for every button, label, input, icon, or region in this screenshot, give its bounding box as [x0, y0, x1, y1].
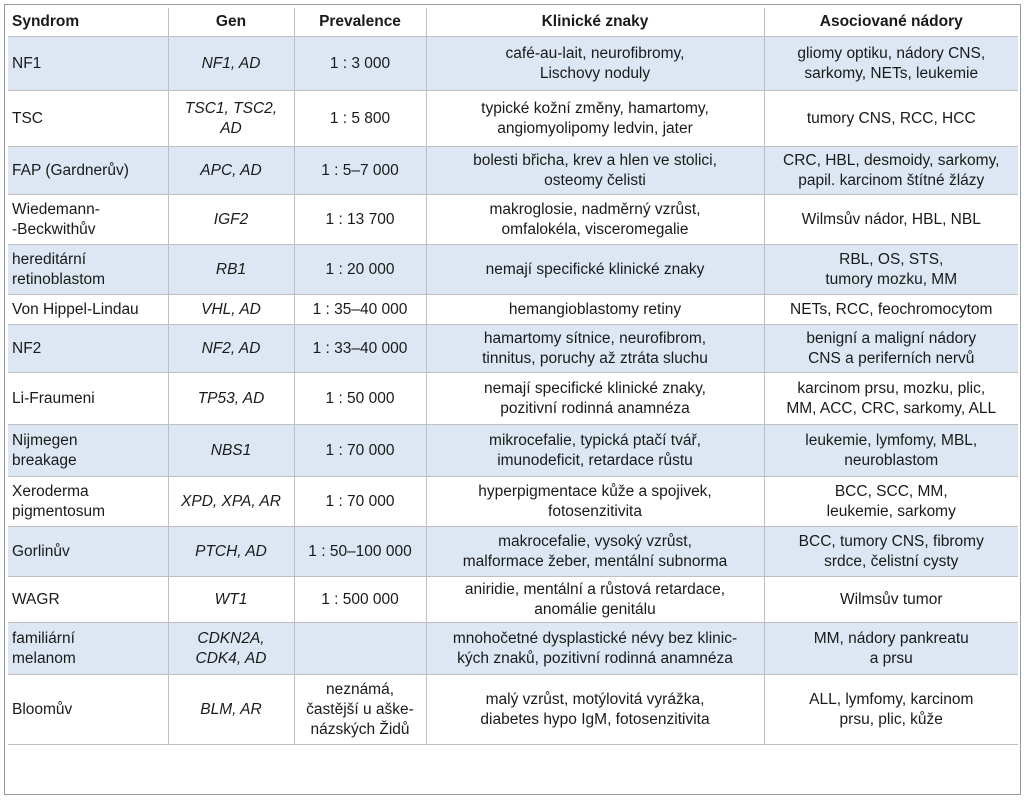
table-row [8, 37, 1018, 91]
table-row [8, 477, 1018, 527]
cell-klinicke-znaky: bolesti břicha, krev a hlen ve stolici, osteomy čelisti [426, 147, 764, 195]
cell-asociovane-nadory: Wilmsův tumor [764, 577, 1018, 623]
table-row [8, 147, 1018, 195]
cell-prevalence: 1 : 35–40 000 [294, 295, 426, 325]
cell-prevalence: 1 : 3 000 [294, 37, 426, 91]
cell-klinicke-znaky: nemají specifické klinické znaky [426, 245, 764, 295]
cell-prevalence: 1 : 5 800 [294, 91, 426, 147]
cell-prevalence: 1 : 33–40 000 [294, 325, 426, 373]
table-row [8, 675, 1018, 745]
header-asociovane-nadory: Asociované nádory [764, 8, 1018, 37]
table-row [8, 325, 1018, 373]
cell-klinicke-znaky: mnohočetné dysplastické névy bez klinic- kých znaků, pozitivní rodinná anamnéza [426, 623, 764, 675]
cell-klinicke-znaky: malý vzrůst, motýlovitá vyrážka, diabetes hypo IgM, fotosenzitivita [426, 675, 764, 745]
cell-gen: VHL, AD [168, 295, 294, 325]
cell-gen: XPD, XPA, AR [168, 477, 294, 527]
cell-gen: TSC1, TSC2, AD [168, 91, 294, 147]
table-row [8, 373, 1018, 425]
cell-gen: BLM, AR [168, 675, 294, 745]
cell-gen: TP53, AD [168, 373, 294, 425]
cell-syndrom: familiární melanom [8, 623, 168, 675]
cell-gen: NF1, AD [168, 37, 294, 91]
cell-syndrom: Bloomův [8, 675, 168, 745]
cell-asociovane-nadory: NETs, RCC, feochromocytom [764, 295, 1018, 325]
cell-prevalence: 1 : 70 000 [294, 477, 426, 527]
syndrome-table [8, 8, 1018, 745]
cell-klinicke-znaky: mikrocefalie, typická ptačí tvář, imunodeficit, retardace růstu [426, 425, 764, 477]
cell-gen: NBS1 [168, 425, 294, 477]
cell-syndrom: FAP (Gardnerův) [8, 147, 168, 195]
cell-syndrom: TSC [8, 91, 168, 147]
cell-gen: APC, AD [168, 147, 294, 195]
cell-klinicke-znaky: hemangioblastomy retiny [426, 295, 764, 325]
cell-syndrom: Wiedemann- -Beckwithův [8, 195, 168, 245]
cell-syndrom: WAGR [8, 577, 168, 623]
table-header [8, 8, 1018, 37]
cell-prevalence: 1 : 13 700 [294, 195, 426, 245]
cell-klinicke-znaky: makroglosie, nadměrný vzrůst, omfalokéla, visceromegalie [426, 195, 764, 245]
table-body [8, 37, 1018, 745]
table-row [8, 425, 1018, 477]
cell-syndrom: Nijmegen breakage [8, 425, 168, 477]
cell-klinicke-znaky: café-au-lait, neurofibromy, Lischovy noduly [426, 37, 764, 91]
cell-asociovane-nadory: benigní a maligní nádory CNS a periferních nervů [764, 325, 1018, 373]
cell-asociovane-nadory: CRC, HBL, desmoidy, sarkomy, papil. karcinom štítné žlázy [764, 147, 1018, 195]
cell-klinicke-znaky: nemají specifické klinické znaky, pozitivní rodinná anamnéza [426, 373, 764, 425]
table-row [8, 245, 1018, 295]
cell-prevalence: 1 : 50–100 000 [294, 527, 426, 577]
cell-syndrom: NF2 [8, 325, 168, 373]
cell-gen: CDKN2A, CDK4, AD [168, 623, 294, 675]
cell-prevalence: neznámá, častější u aške- názských Židů [294, 675, 426, 745]
table-row [8, 91, 1018, 147]
cell-gen: WT1 [168, 577, 294, 623]
cell-klinicke-znaky: makrocefalie, vysoký vzrůst, malformace žeber, mentální subnorma [426, 527, 764, 577]
table-row [8, 623, 1018, 675]
header-prevalence: Prevalence [294, 8, 426, 37]
cell-asociovane-nadory: leukemie, lymfomy, MBL, neuroblastom [764, 425, 1018, 477]
cell-gen: NF2, AD [168, 325, 294, 373]
cell-syndrom: NF1 [8, 37, 168, 91]
cell-klinicke-znaky: typické kožní změny, hamartomy, angiomyolipomy ledvin, jater [426, 91, 764, 147]
cell-prevalence: 1 : 5–7 000 [294, 147, 426, 195]
cell-asociovane-nadory: ALL, lymfomy, karcinom prsu, plic, kůže [764, 675, 1018, 745]
header-gen: Gen [168, 8, 294, 37]
cell-asociovane-nadory: BCC, tumory CNS, fibromy srdce, čelistní cysty [764, 527, 1018, 577]
cell-asociovane-nadory: Wilmsův nádor, HBL, NBL [764, 195, 1018, 245]
cell-prevalence: 1 : 20 000 [294, 245, 426, 295]
cell-asociovane-nadory: MM, nádory pankreatu a prsu [764, 623, 1018, 675]
cell-asociovane-nadory: gliomy optiku, nádory CNS, sarkomy, NETs, leukemie [764, 37, 1018, 91]
cell-gen: PTCH, AD [168, 527, 294, 577]
cell-klinicke-znaky: hyperpigmentace kůže a spojivek, fotosenzitivita [426, 477, 764, 527]
cell-gen: RB1 [168, 245, 294, 295]
header-klinicke-znaky: Klinické znaky [426, 8, 764, 37]
cell-gen: IGF2 [168, 195, 294, 245]
cell-asociovane-nadory: tumory CNS, RCC, HCC [764, 91, 1018, 147]
cell-syndrom: hereditární retinoblastom [8, 245, 168, 295]
cell-prevalence [294, 623, 426, 675]
table-row [8, 577, 1018, 623]
cell-syndrom: Li-Fraumeni [8, 373, 168, 425]
cell-prevalence: 1 : 70 000 [294, 425, 426, 477]
table-row [8, 527, 1018, 577]
cell-prevalence: 1 : 50 000 [294, 373, 426, 425]
header-syndrom: Syndrom [8, 8, 168, 37]
cell-klinicke-znaky: hamartomy sítnice, neurofibrom, tinnitus, poruchy až ztráta sluchu [426, 325, 764, 373]
cell-asociovane-nadory: karcinom prsu, mozku, plic, MM, ACC, CRC, sarkomy, ALL [764, 373, 1018, 425]
cell-syndrom: Gorlinův [8, 527, 168, 577]
header-row [8, 8, 1018, 37]
table-row [8, 195, 1018, 245]
cell-prevalence: 1 : 500 000 [294, 577, 426, 623]
cell-syndrom: Xeroderma pigmentosum [8, 477, 168, 527]
table-row [8, 295, 1018, 325]
cell-asociovane-nadory: RBL, OS, STS, tumory mozku, MM [764, 245, 1018, 295]
cell-syndrom: Von Hippel-Lindau [8, 295, 168, 325]
cell-klinicke-znaky: aniridie, mentální a růstová retardace, anomálie genitálu [426, 577, 764, 623]
cell-asociovane-nadory: BCC, SCC, MM, leukemie, sarkomy [764, 477, 1018, 527]
